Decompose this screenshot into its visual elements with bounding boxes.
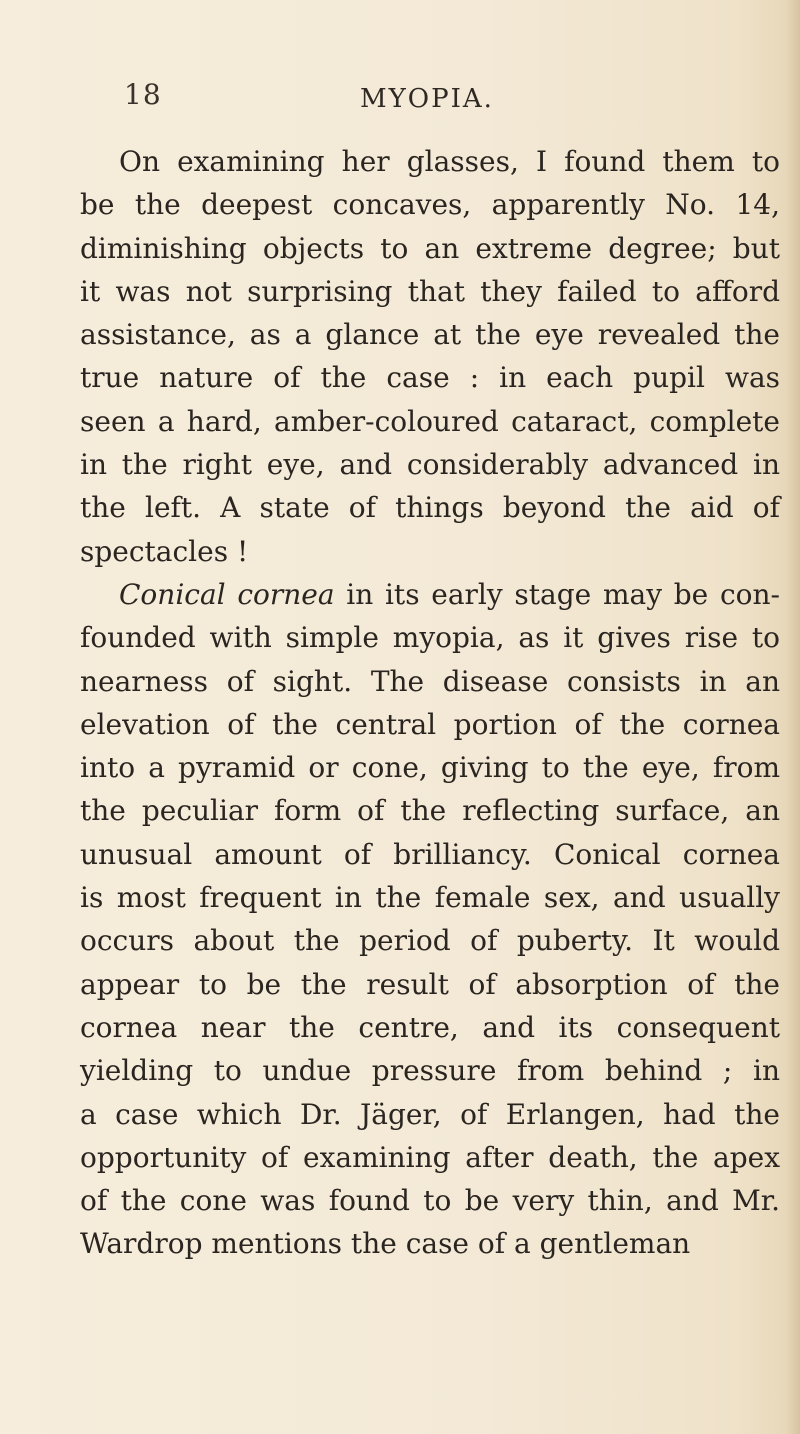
italic-term: Conical cornea (119, 577, 335, 611)
text-line: Wardrop mentions the case of a gentleman (80, 1227, 691, 1261)
page-number: 18 (124, 78, 162, 111)
text-line: seen a hard, amber-coloured cataract, complete (80, 404, 780, 438)
text-line: true nature of the case : in each pupil was (80, 361, 780, 395)
text-line: into a pyramid or cone, giving to the eye, from (80, 751, 780, 785)
body-text (80, 140, 780, 1266)
text-line: of the cone was found to be very thin, and Mr. (80, 1184, 780, 1218)
page-edge-shadow (786, 0, 800, 1434)
text-line: the left. A state of things beyond the aid of (80, 491, 780, 525)
text-line-rest: in its early stage may be con- (334, 577, 780, 611)
text-line: nearness of sight. The disease consists in an (80, 664, 780, 698)
text-line: be the deepest concaves, apparently No. 14, (80, 188, 780, 222)
text-line: spectacles ! (80, 534, 249, 568)
text-line: in the right eye, and considerably advanced in (80, 448, 780, 482)
text-line: a case which Dr. Jäger, of Erlangen, had the (80, 1097, 780, 1131)
text-line: the peculiar form of the reflecting surface, an (80, 794, 780, 828)
text-line: founded with simple myopia, as it gives rise to (80, 621, 780, 655)
text-line: On examining her glasses, I found them to (119, 145, 780, 178)
text-line: assistance, as a glance at the eye revealed the (80, 318, 780, 352)
running-head: MYOPIA. (360, 84, 494, 114)
text-line (80, 573, 780, 616)
text-line: is most frequent in the female sex, and usually (80, 881, 780, 915)
text-line: unusual amount of brilliancy. Conical cornea (80, 837, 780, 871)
text-line: opportunity of examining after death, the apex (80, 1140, 780, 1174)
text-line: cornea near the centre, and its consequent (80, 1010, 780, 1044)
text-line: diminishing objects to an extreme degree; but (80, 231, 780, 265)
text-line: occurs about the period of puberty. It would (80, 924, 780, 958)
text-line: it was not surprising that they failed to afford (80, 274, 780, 308)
text-line: appear to be the result of absorption of the (80, 967, 780, 1001)
text-line: yielding to undue pressure from behind ; in (80, 1054, 780, 1088)
text-line: elevation of the central portion of the cornea (80, 707, 780, 741)
